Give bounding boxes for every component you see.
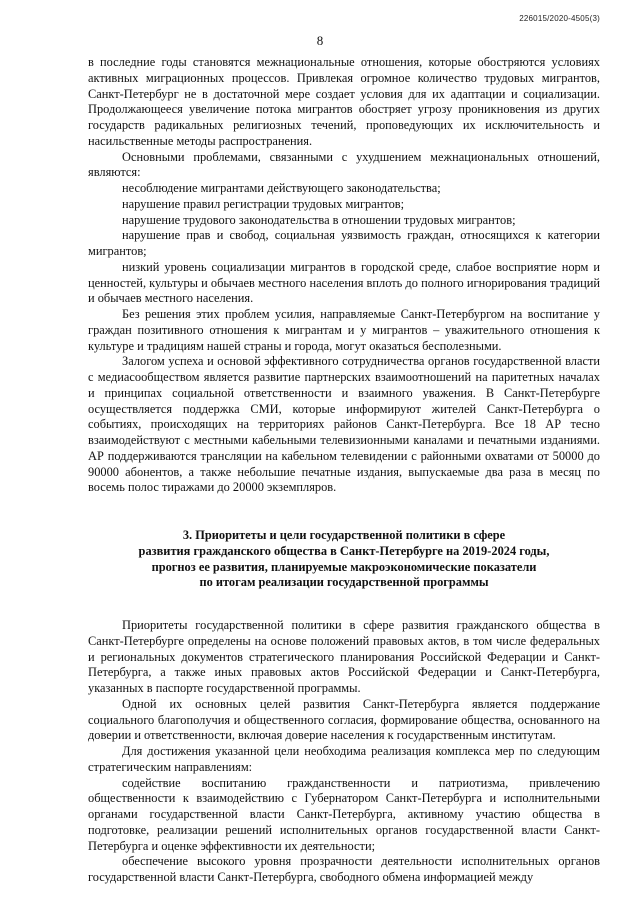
section-heading-line: по итогам реализации государственной программы — [199, 575, 489, 590]
list-item: несоблюдение мигрантами действующего законодательства; — [122, 181, 441, 195]
paragraph: Приоритеты государственной политики в сфере развития гражданского общества в Санкт-Петербурге определены на основе положений правовых актов, в том числе федеральных и региональных документов стратегического планирования Российской Федерации и Санкт-Петербурга, а также иных правовых актов Российской Федерации и Санкт-Петербурга, указанных в паспорте государственной программы. — [88, 618, 600, 695]
list-item: нарушение правил регистрации трудовых мигрантов; — [122, 196, 405, 211]
section-heading — [88, 528, 600, 591]
list-item: содействие воспитанию гражданственности и патриотизма, привлечению общественности к взаимодействию с Губернатором Санкт-Петербурга и исполнительными органами государственной власти Санкт-Петербурга, активному участию общества в подготовке, реализации решений исполнительных органов государственной власти Санкт-Петербурга и оценке эффективности их деятельности; — [88, 775, 600, 853]
list-item: нарушение трудового законодательства в отношении трудовых мигрантов; — [122, 212, 516, 227]
document-body — [88, 55, 600, 886]
paragraph: Основными проблемами, связанными с ухудшением межнациональных отношений, являются: — [88, 149, 600, 180]
list-item: нарушение прав и свобод, социальная уязвимость граждан, относящихся к категории мигрантов; — [88, 228, 600, 258]
paragraph: Залогом успеха и основой эффективного сотрудничества органов государственной власти с медиасообществом является развитие партнерских взаимоотношений на паритетных началах и принципах социальной ответственности и взаимного уважения. В Санкт-Петербурге осуществляется поддержка СМИ, которые информируют жителей Санкт-Петербурга о событиях, происходящих на территориях районов Санкт-Петербурга. Все 18 АР тесно взаимодействуют с местными кабельными телевизионными каналами и печатными изданиями. АР поддерживаются трансляции на кабельном телевидении с районными охватами от 50000 до 90000 абонентов, а также небольшие печатные издания, выпускаемые два раза в месяц по восемь полос тиражами до 20000 экземпляров. — [88, 354, 600, 495]
list-item: обеспечение высокого уровня прозрачности деятельности исполнительных органов государственной власти Санкт-Петербурга, свободного обмена информацией между — [88, 854, 600, 884]
paragraph: Для достижения указанной цели необходима реализация комплекса мер по следующим стратегическим направлениям: — [88, 744, 600, 774]
list-item: низкий уровень социализации мигрантов в городской среде, слабое восприятие норм и ценностей, культуры и обычаев местного населения вплоть до полного игнорирования традиций и обычаев местного населения. — [88, 259, 600, 306]
paragraph: Одной их основных целей развития Санкт-Петербурга является поддержание социального благополучия и общественного согласия, формирование общества, основанного на доверии и ответственности, включая доверие населения к государственным институтам. — [88, 696, 600, 743]
paragraphs-bottom — [88, 618, 600, 886]
section-heading-line: развития гражданского общества в Санкт-Петербурге на 2019-2024 годы, — [138, 543, 550, 558]
paragraph: Без решения этих проблем усилия, направляемые Санкт-Петербургом на воспитание у граждан позитивного отношения к мигрантам и у мигрантов – уважительного отношения к культуре и традициям нашей страны и города, могут оказаться бесполезными. — [88, 307, 600, 353]
paragraphs-top — [88, 55, 600, 496]
section-heading-line: прогноз ее развития, планируемые макроэкономические показатели — [151, 559, 537, 574]
document-registration-number: 226015/2020-4505(3) — [519, 14, 600, 23]
page-number: 8 — [316, 33, 324, 48]
section-heading-line: 3. Приоритеты и цели государственной политики в сфере — [182, 528, 506, 542]
paragraph: в последние годы становятся межнациональные отношения, которые обостряются условиях активных миграционных процессов. Привлекая огромное количество трудовых мигрантов, Санкт-Петербург не в достаточной мере создает условия для их адаптации и социализации. Продолжающееся увеличение потока мигрантов обостряет угрозу проникновения из других государств радикальных религиозных течений, проповедующих их исключительность и насильственные методы распространения. — [88, 55, 600, 148]
